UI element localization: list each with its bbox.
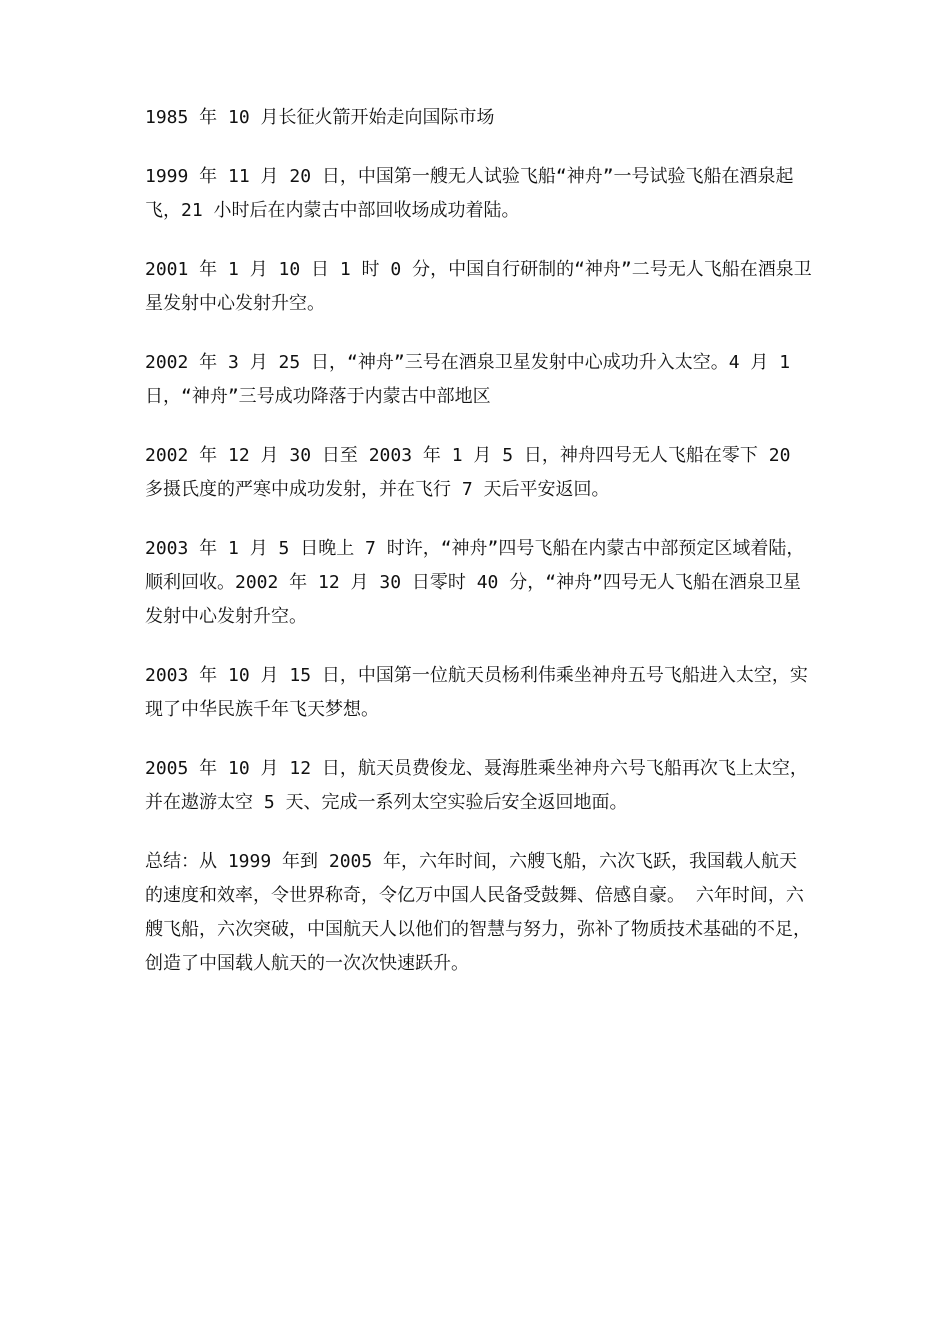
paragraph-1985: 1985 年 10 月长征火箭开始走向国际市场 bbox=[145, 107, 495, 128]
paragraph-summary: 总结：从 1999 年到 2005 年，六年时间，六艘飞船，六次飞跃，我国载人航天的速度和效率，令世界称奇，令亿万中国人民备受鼓舞、倍感自豪。 六年时间，六艘飞船，六次突破，中国航天人以他们的智慧与努力，弥补了物质技术基础的不足，创造了中国载人航天的一次次快速跃升。 bbox=[145, 851, 811, 974]
paragraph-1999: 1999 年 11 月 20 日，中国第一艘无人试验飞船“神舟”一号试验飞船在酒泉起飞，21 小时后在内蒙古中部回收场成功着陆。 bbox=[145, 166, 794, 221]
document-body bbox=[145, 101, 815, 1006]
paragraph-2001: 2001 年 1 月 10 日 1 时 0 分，中国自行研制的“神舟”二号无人飞船在酒泉卫星发射中心发射升空。 bbox=[145, 259, 812, 314]
paragraph-2003-october: 2003 年 10 月 15 日，中国第一位航天员杨利伟乘坐神舟五号飞船进入太空，实现了中华民族千年飞天梦想。 bbox=[145, 665, 808, 720]
paragraph-2003-january: 2003 年 1 月 5 日晚上 7 时许，“神舟”四号飞船在内蒙古中部预定区域着陆，顺利回收。2002 年 12 月 30 日零时 40 分，“神舟”四号无人飞船在酒泉卫星发射中心发射升空。 bbox=[145, 538, 805, 627]
paragraph-2002-december: 2002 年 12 月 30 日至 2003 年 1 月 5 日，神舟四号无人飞船在零下 20 多摄氏度的严寒中成功发射，并在飞行 7 天后平安返回。 bbox=[145, 445, 791, 500]
paragraph-2005: 2005 年 10 月 12 日，航天员费俊龙、聂海胜乘坐神舟六号飞船再次飞上太空，并在遨游太空 5 天、完成一系列太空实验后安全返回地面。 bbox=[145, 758, 808, 813]
paragraph-2002-march: 2002 年 3 月 25 日，“神舟”三号在酒泉卫星发射中心成功升入太空。4 月 1 日，“神舟”三号成功降落于内蒙古中部地区 bbox=[145, 352, 791, 407]
